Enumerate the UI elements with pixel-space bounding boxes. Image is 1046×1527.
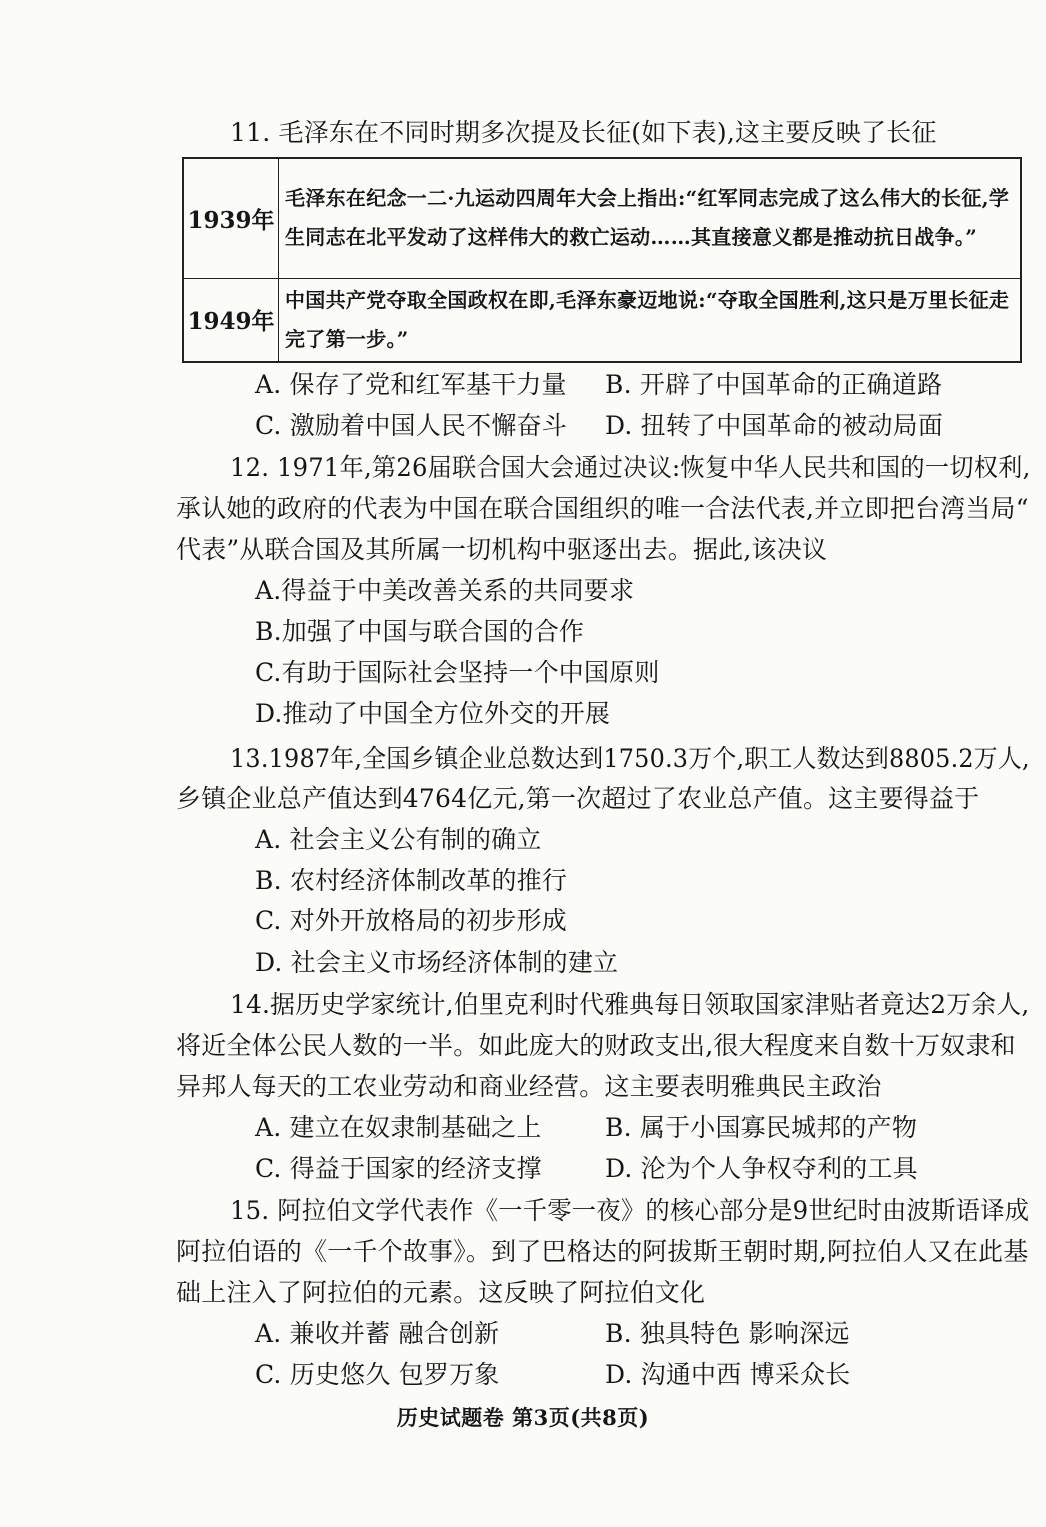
q14-option-d: D. 沦为个人争权夺利的工具	[605, 1154, 918, 1183]
q14-option-a: A. 建立在奴隶制基础之上	[255, 1113, 542, 1142]
table-row	[183, 158, 1021, 278]
q14-stem-line: 14.据历史学家统计,伯里克利时代雅典每日领取国家津贴者竟达2万余人,	[230, 990, 1030, 1019]
q13-option-c: C. 对外开放格局的初步形成	[255, 906, 567, 935]
q12-option-a: A.得益于中美改善关系的共同要求	[255, 576, 635, 605]
q15-option-b: B. 独具特色 影响深远	[605, 1319, 850, 1348]
q11-option-c: C. 激励着中国人民不懈奋斗	[255, 411, 567, 440]
q14-option-c: C. 得益于国家的经济支撑	[255, 1154, 542, 1183]
q12-option-b: B.加强了中国与联合国的合作	[255, 617, 585, 646]
q13-option-a: A. 社会主义公有制的确立	[255, 825, 542, 854]
q13-stem-line: 13.1987年,全国乡镇企业总数达到1750.3万个,职工人数达到8805.2万人,	[230, 744, 1030, 773]
q13-stem-line: 乡镇企业总产值达到4764亿元,第一次超过了农业总产值。这主要得益于	[176, 784, 980, 813]
table-quote-cell: 毛泽东在纪念一二·九运动四周年大会上指出:“红军同志完成了这么伟大的长征,学生同志在北平发动了这样伟大的救亡运动……其直接意义都是推动抗日战争。”	[279, 158, 1022, 278]
q11-option-b: B. 开辟了中国革命的正确道路	[605, 370, 943, 399]
q12-option-d: D.推动了中国全方位外交的开展	[255, 699, 611, 728]
q12-stem-line: 承认她的政府的代表为中国在联合国组织的唯一合法代表,并立即把台湾当局“	[176, 494, 1029, 523]
q14-stem-line: 异邦人每天的工农业劳动和商业经营。这主要表明雅典民主政治	[176, 1072, 882, 1101]
q11-option-a: A. 保存了党和红军基干力量	[255, 370, 567, 399]
q14-stem-line: 将近全体公民人数的一半。如此庞大的财政支出,很大程度来自数十万奴隶和	[176, 1031, 1016, 1060]
page-footer: 历史试题卷 第3页(共8页)	[396, 1405, 650, 1430]
q14-option-b: B. 属于小国寡民城邦的产物	[605, 1113, 918, 1142]
q11-table	[182, 157, 1022, 363]
table-year-cell: 1949年	[183, 278, 279, 362]
table-quote-cell: 中国共产党夺取全国政权在即,毛泽东豪迈地说:“夺取全国胜利,这只是万里长征走完了第一步。”	[279, 278, 1022, 362]
table-year-cell: 1939年	[183, 158, 279, 278]
q12-stem-line: 代表”从联合国及其所属一切机构中驱逐出去。据此,该决议	[176, 535, 828, 564]
q15-option-c: C. 历史悠久 包罗万象	[255, 1360, 500, 1389]
q15-stem-line: 15. 阿拉伯文学代表作《一千零一夜》的核心部分是9世纪时由波斯语译成	[230, 1196, 1030, 1225]
q12-stem-line: 12. 1971年,第26届联合国大会通过决议:恢复中华人民共和国的一切权利,	[230, 453, 1031, 482]
table-row	[183, 278, 1021, 362]
q13-option-b: B. 农村经济体制改革的推行	[255, 866, 568, 895]
q15-stem-line: 阿拉伯语的《一千个故事》。到了巴格达的阿拔斯王朝时期,阿拉伯人又在此基	[176, 1237, 1029, 1266]
q15-stem-line: 础上注入了阿拉伯的元素。这反映了阿拉伯文化	[176, 1278, 706, 1307]
q15-option-a: A. 兼收并蓄 融合创新	[255, 1319, 500, 1348]
q11-option-d: D. 扭转了中国革命的被动局面	[605, 411, 944, 440]
q13-option-d: D. 社会主义市场经济体制的建立	[255, 948, 619, 977]
q11-stem: 11. 毛泽东在不同时期多次提及长征(如下表),这主要反映了长征	[230, 118, 937, 147]
q12-option-c: C.有助于国际社会坚持一个中国原则	[255, 658, 660, 687]
q15-option-d: D. 沟通中西 博采众长	[605, 1360, 851, 1389]
